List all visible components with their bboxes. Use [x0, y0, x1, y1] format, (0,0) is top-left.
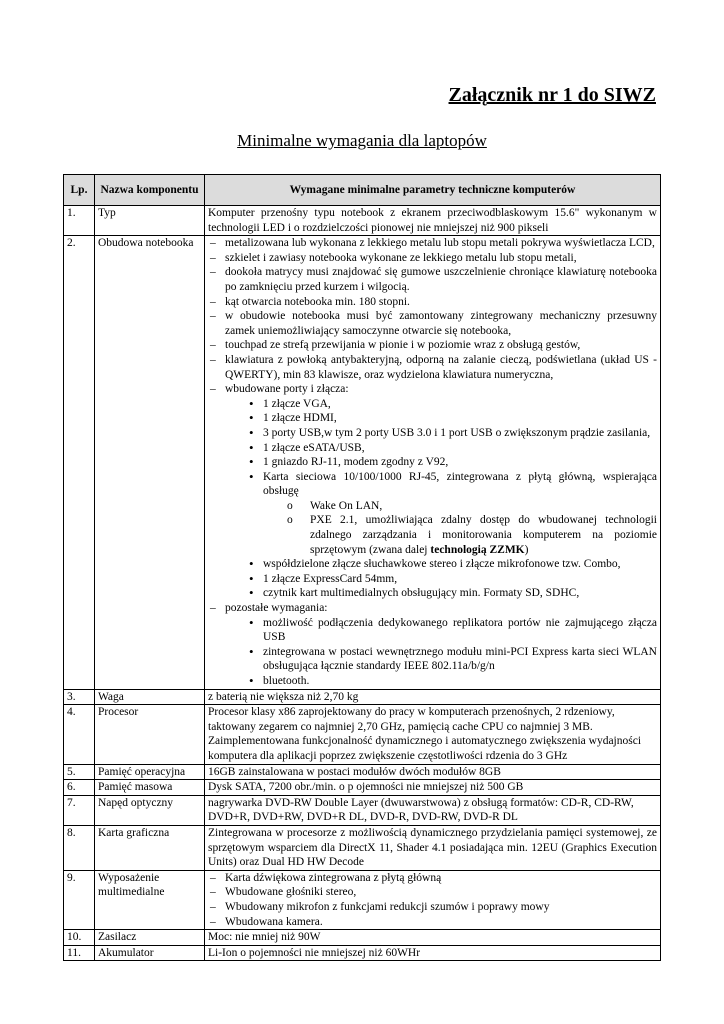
list-item: – Karta dźwiękowa zintegrowana z płytą główną: [208, 871, 657, 886]
row-description: [205, 870, 661, 929]
table-row: [64, 945, 661, 961]
row-number: 7.: [64, 795, 95, 825]
table-header-row: [64, 175, 661, 206]
list-item: [281, 513, 657, 557]
row-description: Komputer przenośny typu notebook z ekranem przeciwodblaskowym 15.6" wykonanym w technologii LED i o rozdzielczości pionowej nie mniejszej niż 900 pikseli: [205, 206, 661, 236]
row-number: 9.: [64, 870, 95, 929]
row-number: 1.: [64, 206, 95, 236]
row-component: Obudowa notebooka: [95, 236, 205, 689]
table-row: [64, 764, 661, 780]
other-requirements-list: [225, 616, 657, 689]
list-item: o Wake On LAN,: [281, 499, 657, 514]
row-description: Moc: nie mniej niż 90W: [205, 930, 661, 946]
row-component: Pamięć masowa: [95, 780, 205, 796]
list-item: • 1 złącze ExpressCard 54mm,: [243, 572, 657, 587]
row-component: Pamięć operacyjna: [95, 764, 205, 780]
table-row: [64, 795, 661, 825]
header-parameters: Wymagane minimalne parametry techniczne komputerów: [205, 175, 661, 206]
annex-title: Załącznik nr 1 do SIWZ: [448, 84, 656, 106]
row-description: Li-Ion o pojemności nie mniejszej niż 60WHr: [205, 945, 661, 961]
list-item: – Wbudowana kamera.: [208, 915, 657, 930]
pxe-text: PXE 2.1, umożliwiająca zdalny dostęp do wbudowanej technologii zdalnego zarządzania i monitorowania komputerem na poziomie sprzętowym (zwana dalej: [310, 514, 657, 556]
list-item: – Wbudowany mikrofon z funkcjami redukcji szumów i poprawy mowy: [208, 900, 657, 915]
row-description: 16GB zainstalowana w postaci modułów dwóch modułów 8GB: [205, 764, 661, 780]
row-description: Zintegrowana w procesorze z możliwością dynamicznego przydzielania pamięci systemowej, ze sprzętowym wsparciem dla DirectX 11, Shader 4.1 posiadająca min. 12EU (Graphics Execution Units) oraz Dual HD HW Decode: [205, 825, 661, 870]
network-card-label: Karta sieciowa 10/100/1000 RJ-45, zintegrowana z płytą główną, wspierająca obsługę: [263, 470, 657, 498]
row-description: Procesor klasy x86 zaprojektowany do pracy w komputerach przenośnych, 2 rdzeniowy, taktowany zegarem co najmniej 2,70 GHz, pamięcią cache CPU co najmniej 3 MB. Zaimplementowana funkcjonalność dynamicznego i automatycznego zwiększenia wydajności komputera dla aplikacji poprzez zwiększenie częstotliwości rdzenia do 3 GHz: [205, 705, 661, 764]
table-row: [64, 206, 661, 236]
row-component: Typ: [95, 206, 205, 236]
pxe-close: ): [524, 543, 529, 556]
table-row: [64, 689, 661, 705]
table-row: [64, 236, 661, 689]
other-requirements-label: pozostałe wymagania:: [225, 602, 328, 615]
lan-features-list: [263, 499, 657, 557]
row-number: 3.: [64, 689, 95, 705]
list-item: – kąt otwarcia notebooka min. 180 stopni.: [208, 295, 657, 310]
list-item: • 1 złącze eSATA/USB,: [243, 441, 657, 456]
list-item: [208, 601, 657, 689]
row-component: Napęd optyczny: [95, 795, 205, 825]
list-item: [208, 382, 657, 601]
list-item: • bluetooth.: [243, 674, 657, 689]
row-number: 8.: [64, 825, 95, 870]
row-description: [205, 236, 661, 689]
row-number: 4.: [64, 705, 95, 764]
row-component: Akumulator: [95, 945, 205, 961]
table-row: [64, 870, 661, 929]
row-number: 6.: [64, 780, 95, 796]
ports-list: [225, 397, 657, 601]
list-item: • 3 porty USB,w tym 2 porty USB 3.0 i 1 port USB o zwiększonym prądzie zasilania,: [243, 426, 657, 441]
list-item: • zintegrowana w postaci wewnętrznego modułu mini-PCI Express karta sieci WLAN obsługująca łącznie standardy IEEE 802.11a/b/g/n: [243, 645, 657, 674]
list-item: – metalizowana lub wykonana z lekkiego metalu lub stopu metali pokrywa wyświetlacza LCD,: [208, 236, 657, 251]
list-item: – Wbudowane głośniki stereo,: [208, 885, 657, 900]
list-item: • 1 złącze VGA,: [243, 397, 657, 412]
list-item: – szkielet i zawiasy notebooka wykonane ze lekkiego metalu lub stopu metali,: [208, 251, 657, 266]
row-description: Dysk SATA, 7200 obr./min. o p ojemności nie mniejszej niż 500 GB: [205, 780, 661, 796]
housing-requirements-list: [208, 236, 657, 688]
row-component: Waga: [95, 689, 205, 705]
row-description: nagrywarka DVD-RW Double Layer (dwuwarstwowa) z obsługą formatów: CD-R, CD-RW, DVD+R, DVD+RW, DVD+R DL, DVD-R, DVD-RW, DVD-R DL: [205, 795, 661, 825]
row-component: Zasilacz: [95, 930, 205, 946]
row-description: z baterią nie większa niż 2,70 kg: [205, 689, 661, 705]
requirements-table: [63, 174, 661, 961]
row-number: 2.: [64, 236, 95, 689]
list-item: • 1 złącze HDMI,: [243, 411, 657, 426]
row-number: 11.: [64, 945, 95, 961]
list-item: • współdzielone złącze słuchawkowe stereo i złącze mikrofonowe tzw. Combo,: [243, 557, 657, 572]
ports-label: wbudowane porty i złącza:: [225, 383, 349, 396]
list-item: – w obudowie notebooka musi być zamontowany zintegrowany mechaniczny przesuwny zamek uniemożliwiający samoczynne otwarcie się notebooka,: [208, 309, 657, 338]
row-component: Karta graficzna: [95, 825, 205, 870]
list-item: [243, 470, 657, 558]
table-row: [64, 705, 661, 764]
table-row: [64, 825, 661, 870]
document-subtitle: Minimalne wymagania dla laptopów: [237, 131, 487, 150]
list-item: – klawiatura z powłoką antybakteryjną, odporną na zalanie cieczą, podświetlana (układ US -QWERTY), min 83 klawisze, oraz wydzielona klawiatura numeryczna,: [208, 353, 657, 382]
row-number: 10.: [64, 930, 95, 946]
list-item: • 1 gniazdo RJ-11, modem zgodny z V92,: [243, 455, 657, 470]
table-row: [64, 780, 661, 796]
header-component: Nazwa komponentu: [95, 175, 205, 206]
row-number: 5.: [64, 764, 95, 780]
list-item: • czytnik kart multimedialnych obsługujący min. Formaty SD, SDHC,: [243, 586, 657, 601]
multimedia-list: [208, 871, 657, 929]
list-item: – dookoła matrycy musi znajdować się gumowe uszczelnienie chroniące klawiaturę notebooka po zamknięciu przed kurzem i wilgocią.: [208, 265, 657, 294]
header-lp: Lp.: [64, 175, 95, 206]
list-item: • możliwość podłączenia dedykowanego replikatora portów nie zajmującego złącza USB: [243, 616, 657, 645]
list-item: – touchpad ze strefą przewijania w pionie i w poziomie wraz z obsługą gestów,: [208, 338, 657, 353]
zzmk-term: technologią ZZMK: [430, 543, 525, 556]
row-component: Procesor: [95, 705, 205, 764]
table-row: [64, 930, 661, 946]
row-component: Wyposażenie multimedialne: [95, 870, 205, 929]
